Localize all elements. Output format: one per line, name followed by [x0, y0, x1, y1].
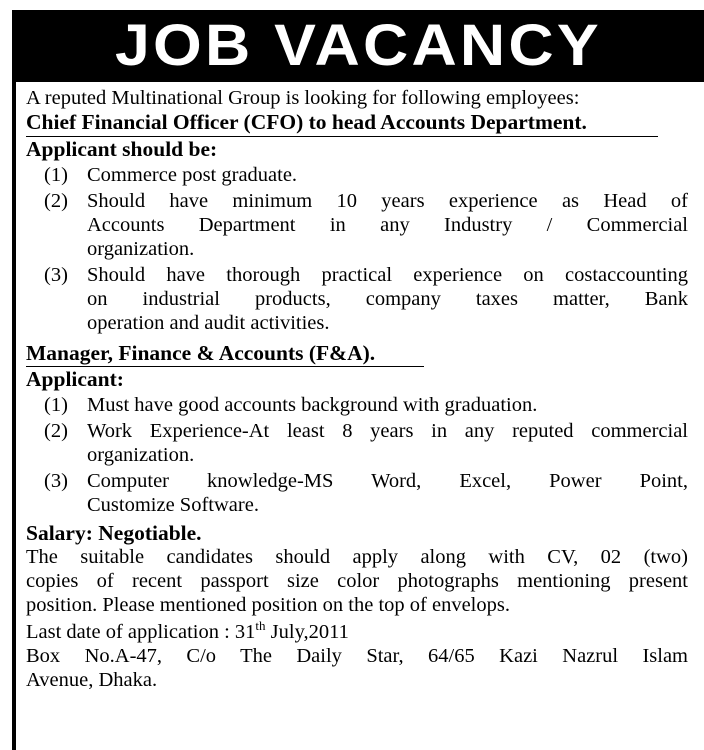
item-text: Customize Software. [87, 494, 259, 516]
address-line: Avenue, Dhaka. [26, 669, 158, 691]
item-number: (2) [44, 420, 68, 442]
mailing-address [26, 644, 688, 692]
list-item [44, 189, 688, 261]
instruction-line: position. Please mentioned position on the top of envelops. [26, 594, 510, 616]
list-item [44, 163, 688, 187]
item-text: Should have thorough practical experience on costaccounting [87, 264, 688, 286]
salary-text: Salary: Negotiable. [26, 521, 202, 545]
list-item [44, 469, 688, 517]
banner-title: JOB VACANCY [114, 13, 602, 78]
item-number: (3) [44, 470, 68, 492]
intro-text: A reputed Multinational Group is looking for following employees: [26, 87, 580, 109]
item-number: (2) [44, 190, 68, 212]
cfo-position-title: Chief Financial Officer (CFO) to head Accounts Department. [26, 110, 658, 137]
item-text: organization. [87, 444, 195, 466]
manager-requirements-heading: Applicant: [26, 367, 124, 391]
item-number: (1) [44, 164, 68, 186]
item-text: Must have good accounts background with graduation. [87, 394, 538, 416]
address-line: Box No.A-47, C/o The Daily Star, 64/65 Kazi Nazrul Islam [26, 645, 688, 667]
instruction-line: The suitable candidates should apply along with CV, 02 (two) [26, 546, 688, 568]
application-deadline: Last date of application : 31th July,2011 [26, 618, 349, 643]
item-text: Work Experience-At least 8 years in any reputed commercial [87, 420, 688, 442]
list-item [44, 393, 688, 417]
cfo-requirements-heading: Applicant should be: [26, 137, 218, 161]
item-number: (1) [44, 394, 68, 416]
application-instructions [26, 545, 688, 617]
list-item [44, 263, 688, 335]
ad-content [26, 86, 688, 692]
item-text: organization. [87, 238, 195, 260]
item-text: Commerce post graduate. [87, 164, 298, 186]
cfo-requirements-list [26, 163, 688, 335]
manager-position-title: Manager, Finance & Accounts (F&A). [26, 341, 424, 367]
manager-requirements-list [26, 393, 688, 517]
item-number: (3) [44, 264, 68, 286]
job-vacancy-banner [12, 10, 704, 82]
item-text: Computer knowledge-MS Word, Excel, Power Point, [87, 470, 688, 492]
instruction-line: copies of recent passport size color photographs mentioning present [26, 570, 688, 592]
item-text: Should have minimum 10 years experience as Head of [87, 190, 688, 212]
item-text: on industrial products, company taxes matter, Bank [87, 288, 688, 310]
list-item [44, 419, 688, 467]
item-text: operation and audit activities. [87, 312, 330, 334]
item-text: Accounts Department in any Industry / Commercial [87, 214, 688, 236]
